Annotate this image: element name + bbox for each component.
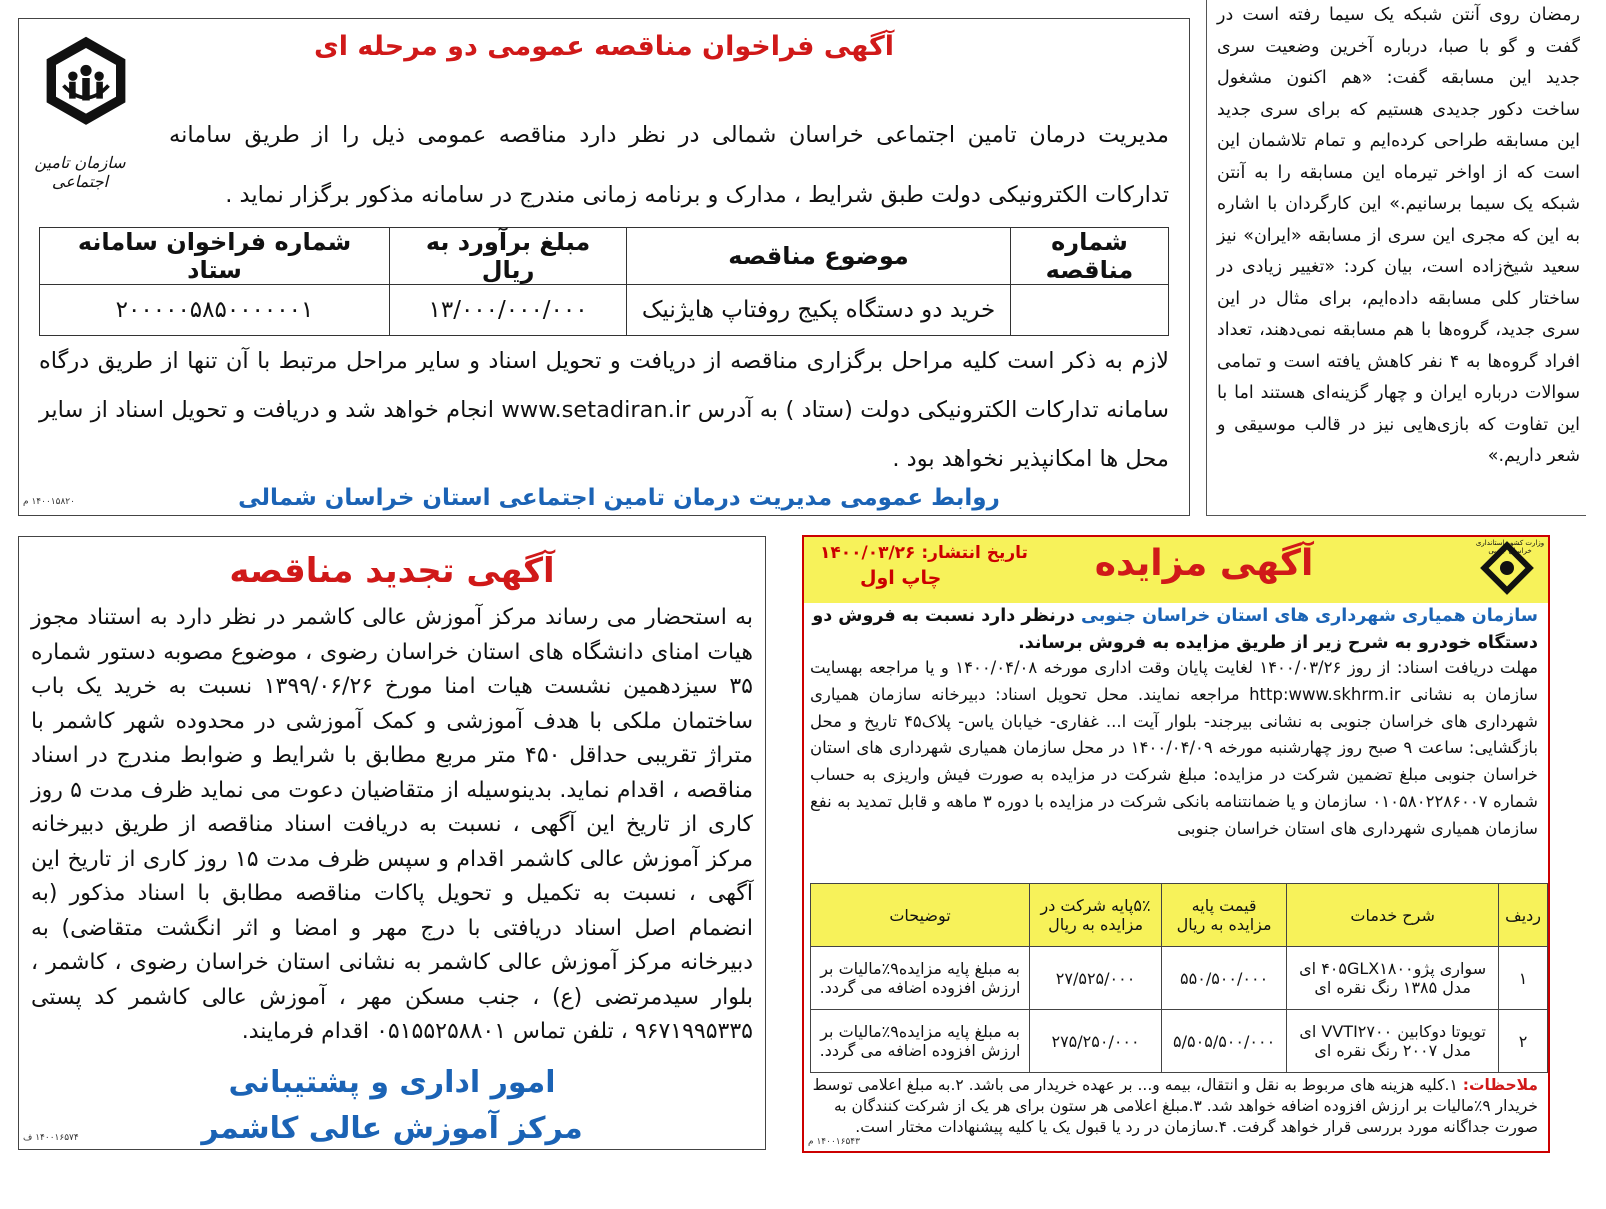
auction-org: سازمان همیاری شهرداری های استان خراسان جنوبی <box>1080 606 1538 626</box>
table-cell: به مبلغ پایه مزایده۹٪مالیات بر ارزش افزوده اضافه می گردد. <box>811 947 1030 1010</box>
table-header: شماره فراخوان سامانه ستاد <box>40 228 390 285</box>
table-row <box>811 947 1548 1010</box>
tender-lead: مدیریت درمان تامین اجتماعی خراسان شمالی در نظر دارد مناقصه عمومی ذیل را از طریق سامانه تدارکات الکترونیکی دولت طبق شرایط ، مدارک و برنامه زمانی مندرج در سامانه مذکور برگزار نماید . <box>169 122 1169 208</box>
auction-logo-caption: وزارت کشور استانداری خراسان جنوبی <box>1475 539 1545 555</box>
table-row <box>811 1010 1548 1073</box>
tender-ad-north-khorasan <box>18 18 1190 516</box>
ad-code: ۱۴۰۰۱۵۸۲۰ م <box>23 497 75 507</box>
tender-body: لازم به ذکر است کلیه مراحل برگزاری مناقصه از دریافت و تحویل اسناد و سایر مراحل مرتبط با آن تنها از طریق درگاه سامانه تدارکات الکترونیکی دولت (ستاد ) به آدرس www.setadiran.ir انجام خواهد شد و دریافت و تحویل اسناد از سایر محل ها امکانپذیر نخواهد بود . <box>39 348 1170 472</box>
table-header: ۵٪پایه شرکت در مزایده به ریال <box>1030 884 1162 947</box>
column-text: رمضان روی آنتن شبکه یک سیما رفته است در گفت و گو با صبا، درباره آخرین وضعیت سری جدید این مسابقه گفت: «هم اکنون مشغول ساخت دکور جدیدی هستیم که برای سری جدید این مسابقه طراحی کرده‌ایم و تمام تلاشمان این است که از اواخر تیرماه این مسابقه را به آنتن شبکه یک سیما برسانیم.» این کارگردان با اشاره به این که مجری این سری از مسابقه «ایران» نیز سعید شیخ‌زاده است، بیان کرد: «تغییر زیادی در ساختار کلی مسابقه داده‌ایم، برای مثال در این سری جدید، گروه‌ها با هم مسابقه نمی‌دهند، تعداد افراد گروه‌ها به ۴ نفر کاهش یافته است و تمامی سوالات درباره ایران و چهار گزینه‌ای هستند اما با این تفاوت که بازی‌هایی نیز در قالب موسیقی و شعر داریم.» <box>1217 5 1580 466</box>
table-header: توضیحات <box>811 884 1030 947</box>
table-row <box>40 285 1169 336</box>
table-cell: ۲ <box>1499 1010 1548 1073</box>
tender-table <box>39 227 1169 336</box>
table-cell: تویوتا دوکابین VVTI۲۷۰۰ ای مدل ۲۰۰۷ رنگ نقره ای <box>1287 1010 1499 1073</box>
table-header: قیمت پایه مزایده به ریال <box>1162 884 1287 947</box>
auction-body: مهلت دریافت اسناد: از روز ۱۴۰۰/۰۳/۲۶ لغایت پایان وقت اداری مورخه ۱۴۰۰/۰۴/۰۸ و یا مراجعه بهسایت سازمان به نشانی http:www.skhrm.ir مراجعه نمایند. محل تحویل اسناد: دبیرخانه سازمان همیاری شهرداری های خراسان جنوبی به نشانی بیرجند- بلوار آیت ا... غفاری- خیابان یاس- پلاک۴۵ تاریخ و محل بازگشایی: ساعت ۹ صبح روز چهارشنبه مورخه ۱۴۰۰/۰۴/۰۹ در محل سازمان همیاری شهرداری های استان خراسان جنوبی مبلغ تضمین شرکت در مزایده: مبلغ شرکت در مزایده به صورت فیش واریزی به حساب شماره ۰۱۰۵۸۰۲۲۸۶۰۰۷ سازمان و یا ضمانتنامه بانکی شرکت در مزایده با دوره ۳ ماهه و قابل تمدید به نفع سازمان همیاری شهرداری های استان خراسان جنوبی <box>810 658 1539 838</box>
publish-date: تاریخ انتشار: ۱۴۰۰/۰۳/۲۶ <box>820 543 1028 563</box>
renewal-title: آگهی تجدید مناقصه <box>229 551 555 591</box>
tender-title: آگهی فراخوان مناقصه عمومی دو مرحله ای <box>314 31 894 62</box>
table-header: شرح خدمات <box>1287 884 1499 947</box>
auction-notes <box>808 1075 1538 1138</box>
table-cell: ۵۵۰/۵۰۰/۰۰۰ <box>1162 947 1287 1010</box>
table-header: ردیف <box>1499 884 1548 947</box>
print-label: چاپ اول <box>860 567 942 589</box>
news-column <box>1206 0 1586 516</box>
table-cell: به مبلغ پایه مزایده۹٪مالیات بر ارزش افزوده اضافه می گردد. <box>811 1010 1030 1073</box>
ad-code: ۱۴۰۰۱۶۵۴۳ م <box>808 1137 860 1147</box>
table-header: مبلغ برآورد به ریال <box>390 228 627 285</box>
table-header: شماره مناقصه <box>1010 228 1168 285</box>
auction-title: آگهی مزایده <box>1094 543 1314 584</box>
table-cell: ۱۳/۰۰۰/۰۰۰/۰۰۰ <box>390 285 627 336</box>
table-header: موضوع مناقصه <box>627 228 1011 285</box>
notes-label: ملاحظات: <box>1462 1076 1538 1094</box>
table-cell: ۵/۵۰۵/۵۰۰/۰۰۰ <box>1162 1010 1287 1073</box>
table-cell: ۲۰۰۰۰۰۵۸۵۰۰۰۰۰۰۱ <box>40 285 390 336</box>
table-cell: خرید دو دستگاه پکیج روفتاپ هایژنیک <box>627 285 1011 336</box>
table-cell: ۲۷/۵۲۵/۰۰۰ <box>1030 947 1162 1010</box>
table-cell <box>1010 285 1168 336</box>
renewal-tender-ad <box>18 536 766 1150</box>
auction-ad <box>802 535 1550 1153</box>
renewal-text: به استحضار می رساند مرکز آموزش عالی کاشمر در نظر دارد به استناد مجوز هیات امنای دانشگاه های استان خراسان رضوی ، موضوع مصوبه دستور شماره ۳۵ سیزدهمین نشست هیات امنا مورخ ۱۳۹۹/۰۶/۲۶ نسبت به خرید یک باب ساختمان ملکی با هدف آموزشی و کمک آموزشی در محدوده شهر کاشمر با متراژ تقریبی حداقل ۴۵۰ متر مربع مطابق با شرایط و ضوابط مندرج در اسناد مناقصه ، اقدام نماید. بدینوسیله از متقاضیان دعوت می نماید ظرف مدت ۵ روز کاری از تاریخ این آگهی ، نسبت به دریافت اسناد مناقصه از طریق دبیرخانه مرکز آموزش عالی کاشمر اقدام و سپس ظرف مدت ۱۵ روز کاری از تاریخ این آگهی ، نسبت به تکمیل و تحویل پاکات مناقصه مطابق با اسناد مذکور (به انضمام اصل اسناد دریافتی با درج مهر و امضا و اثر انگشت متقاضی) به دبیرخانه مرکز آموزش عالی کاشمر به نشانی استان خراسان رضوی ، کاشمر ، بلوار سیدمرتضی (ع) ، جنب مسکن مهر ، آموزش عالی کاشمر کد پستی ۹۶۷۱۹۹۵۳۳۵ ، تلفن تماس ۰۵۱۵۵۲۵۸۸۰۱ اقدام فرمایند. <box>31 605 753 1044</box>
table-cell: ۲۷۵/۲۵۰/۰۰۰ <box>1030 1010 1162 1073</box>
table-cell: ۱ <box>1499 947 1548 1010</box>
auction-intro-rest: درنظر دارد نسبت به فروش دو دستگاه خودرو به شرح زیر از طریق مزایده به فروش برساند. <box>812 606 1538 653</box>
auction-table <box>810 883 1548 1073</box>
auction-intro <box>810 603 1538 657</box>
renewal-footer-dept: امور اداری و پشتیبانی <box>228 1064 556 1100</box>
renewal-footer-org: مرکز آموزش عالی کاشمر <box>201 1110 583 1146</box>
tender-footer: روابط عمومی مدیریت درمان تامین اجتماعی استان خراسان شمالی <box>238 485 1000 511</box>
logo-caption: سازمان تامین اجتماعی <box>34 153 126 191</box>
table-cell: سواری پژو۴۰۵GLX۱۸۰۰ ای مدل ۱۳۸۵ رنگ نقره ای <box>1287 947 1499 1010</box>
notes-text: ۱.کلیه هزینه های مربوط به نقل و انتقال، بیمه و... بر عهده خریدار می باشد. ۲.به مبلغ اعلامی توسط خریدار ۹٪مالیات بر ارزش افزوده اضافه خواهد شد. ۳.مبلغ اعلامی هر ستون برای هر یک از شرکت کنندگان به صورت جداگانه مورد بررسی قرار خواهد گرفت. ۴.سازمان در رد یا قبول یک یا کلیه پیشنهادات مختار است. <box>812 1076 1538 1136</box>
ad-code: ۱۴۰۰۱۶۵۷۴ ف <box>23 1133 79 1143</box>
